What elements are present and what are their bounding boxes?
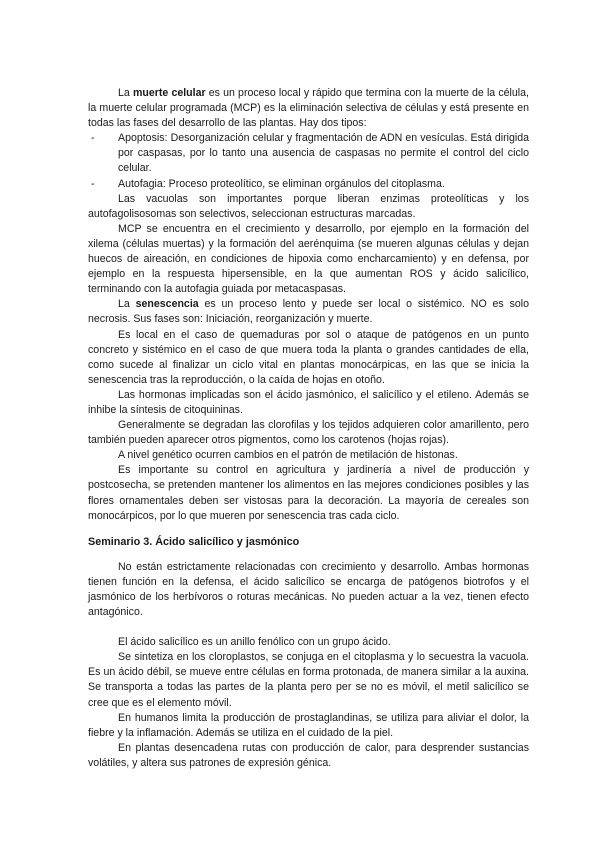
paragraph-vacuolas: Las vacuolas son importantes porque liberan enzimas proteolíticas y los autofagolisosomas son selectivos, seleccionan estructuras marcadas. <box>88 192 529 220</box>
paragraph-control: Es importante su control en agricultura y jardinería a nivel de producción y postcosecha, se pretenden mantener los alimentos en las mejores condiciones posibles y las flores ornamentales deben ser vistosas para la decoración. La mayoría de cereales son monocárpicos, por lo que mueren por senescencia tras cada ciclo. <box>88 464 529 522</box>
term-senescencia: senescencia <box>135 298 199 311</box>
paragraph-anillo-fenolico: El ácido salicílico es un anillo fenólico con un grupo ácido. <box>118 636 391 649</box>
paragraph-clorofilas: Generalmente se degradan las clorofilas y los tejidos adquieren color amarillento, pero también pueden aparecer otros pigmentos, como los carotenos (hojas rojas). <box>88 419 529 447</box>
paragraph-muerte-celular: La muerte celular es un proceso local y rápido que termina con la muerte de la célula, la muerte celular programada (MCP) es la eliminación selectiva de células y está presente en todas las fases del desarrollo de las plantas. Hay dos tipos: <box>88 87 529 130</box>
paragraph-local-sistemico: Es local en el caso de quemaduras por sol o ataque de patógenos en un punto concreto y sistémico en el caso de que muera toda la planta o grandes cantidades de ella, como sucede al finalizar un ciclo vital en plantas monocárpicas, en las que se inicia la senescencia tras la reproducción, o la caída de hojas en otoño. <box>88 328 529 386</box>
paragraph-hormonas: Las hormonas implicadas son el ácido jasmónico, el salicílico y el etileno. Además se inhibe la síntesis de citoquininas. <box>88 388 529 416</box>
list-item: - Autofagia: Proceso proteolítico, se eliminan orgánulos del citoplasma. <box>91 177 445 190</box>
paragraph-humanos: En humanos limita la producción de prostaglandinas, se utiliza para aliviar el dolor, la fiebre y la inflamación. Además se utiliza en el cuidado de la piel. <box>88 711 529 739</box>
paragraph-hormonas-defensa: No están estrictamente relacionadas con crecimiento y desarrollo. Ambas hormonas tienen función en la defensa, el ácido salicílico se encarga de patógenos biotrofos y el jasmónico de los herbívoros o roturas mecánicas. No pueden actuar a la vez, tienen efecto antagónico. <box>88 560 529 619</box>
types-list <box>88 131 529 191</box>
spacer <box>88 620 529 635</box>
paragraph-genetico: A nivel genético ocurren cambios en el patrón de metilación de histonas. <box>118 449 458 462</box>
document-body <box>88 86 529 771</box>
paragraph-sintesis: Se sintetiza en los cloroplastos, se conjuga en el citoplasma y lo secuestra la vacuola. Es un ácido débil, se mueve entre células en forma protonada, de manera similar a la auxina. Se transporta a todas las partes de la planta pero per se no es móvil, el metil salicílico se cree que es el elemento móvil. <box>88 651 529 709</box>
list-item: - Apoptosis: Desorganización celular y fragmentación de ADN en vesículas. Está dirigida por caspasas, por lo tanto una ausencia de caspasas no permite el control del ciclo celular. <box>91 132 529 175</box>
section-heading: Seminario 3. Ácido salicílico y jasmónico <box>88 535 300 548</box>
paragraph-plantas: En plantas desencadena rutas con producción de calor, para desprender sustancias volátiles, y altera sus patrones de expresión génica. <box>88 741 529 769</box>
paragraph-senescencia: La senescencia es un proceso lento y puede ser local o sistémico. NO es solo necrosis. Sus fases son: Iniciación, reorganización y muerte. <box>88 298 530 326</box>
term-muerte-celular: muerte celular <box>132 87 206 99</box>
paragraph-mcp: MCP se encuentra en el crecimiento y desarrollo, por ejemplo en la formación del xilema (células muertas) y la formación del aerénquima (se mueren algunas células y dejan huecos de aireación, en condiciones de hipoxia como encharcamiento) y en defensa, por ejemplo en la respuesta hipersensible, en la que aumentan ROS y ácido salicílico, terminando con la autofagia guiada por metacaspasas. <box>88 222 529 296</box>
